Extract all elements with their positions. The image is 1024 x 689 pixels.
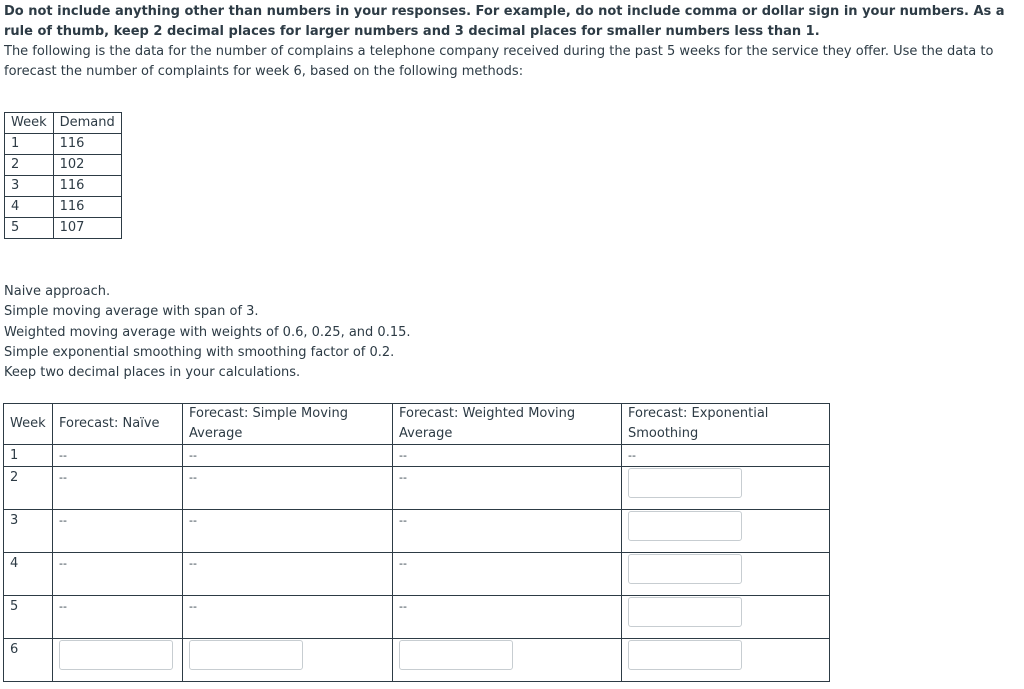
demand-week-cell: 3 [5, 176, 54, 197]
empty-dash: -- [399, 600, 407, 613]
table-row [5, 218, 122, 239]
demand-value-cell: 107 [53, 218, 121, 239]
instructions-intro: The following is the data for the number of complains a telephone company received during the past 5 weeks for the service they offer. Use the data to forecast the number of complaints for week 6, based on the following methods: [4, 44, 994, 79]
instructions-bold: Do not include anything other than numbers in your responses. For example, do not include comma or dollar sign in your numbers. As a rule of thumb, keep 2 decimal places for larger numbers and 3 decimal places for smaller numbers less than 1. [4, 4, 1005, 39]
table-row [4, 596, 830, 639]
demand-week-cell: 1 [5, 134, 54, 155]
demand-value-cell: 116 [53, 197, 121, 218]
table-row [5, 197, 122, 218]
empty-dash: -- [189, 600, 197, 613]
forecast-week-cell: 6 [10, 642, 19, 657]
table-row [4, 639, 830, 682]
forecast-header-sma: Forecast: Simple Moving Average [183, 404, 393, 445]
methods-list [4, 282, 411, 383]
wma-cell [393, 445, 622, 467]
empty-dash: -- [628, 449, 636, 462]
naive-cell [53, 445, 183, 467]
table-row [5, 176, 122, 197]
empty-dash: -- [399, 557, 407, 570]
week4-es-input[interactable] [628, 554, 742, 584]
forecast-week-cell: 4 [10, 556, 19, 571]
demand-week-cell: 2 [5, 155, 54, 176]
forecast-header-naive: Forecast: Naïve [53, 404, 183, 445]
forecast-week-cell: 3 [10, 513, 19, 528]
forecast-week-cell: 2 [10, 470, 19, 485]
forecast-header-wma: Forecast: Weighted Moving Average [393, 404, 622, 445]
week2-es-input[interactable] [628, 468, 742, 498]
demand-table-header [5, 113, 122, 134]
forecast-table-header [4, 404, 830, 445]
forecast-week-cell: 5 [10, 599, 19, 614]
week6-sma-input[interactable] [189, 640, 303, 670]
empty-dash: -- [59, 471, 67, 484]
method-es: Simple exponential smoothing with smoothing factor of 0.2. [4, 344, 395, 360]
demand-week-cell: 4 [5, 197, 54, 218]
table-row [5, 155, 122, 176]
method-sma: Simple moving average with span of 3. [4, 304, 259, 320]
forecast-week-cell: 1 [4, 445, 53, 467]
week3-es-input[interactable] [628, 511, 742, 541]
empty-dash: -- [189, 514, 197, 527]
week5-es-input[interactable] [628, 597, 742, 627]
week6-wma-input[interactable] [399, 640, 513, 670]
empty-dash: -- [189, 449, 197, 462]
empty-dash: -- [59, 449, 67, 462]
demand-value-cell: 116 [53, 176, 121, 197]
table-row [4, 445, 830, 467]
empty-dash: -- [59, 514, 67, 527]
sma-cell [183, 445, 393, 467]
demand-header-week: Week [5, 113, 54, 134]
demand-value-cell: 102 [53, 155, 121, 176]
table-row [4, 467, 830, 510]
table-row [4, 510, 830, 553]
week6-es-input[interactable] [628, 640, 742, 670]
demand-week-cell: 5 [5, 218, 54, 239]
empty-dash: -- [59, 557, 67, 570]
empty-dash: -- [399, 471, 407, 484]
method-decimals-note: Keep two decimal places in your calculations. [4, 365, 301, 381]
week6-naive-input[interactable] [59, 640, 173, 670]
empty-dash: -- [189, 557, 197, 570]
table-row [4, 553, 830, 596]
forecast-header-week: Week [4, 404, 53, 445]
empty-dash: -- [399, 449, 407, 462]
forecast-header-es: Forecast: Exponential Smoothing [622, 404, 830, 445]
empty-dash: -- [59, 600, 67, 613]
empty-dash: -- [399, 514, 407, 527]
method-wma: Weighted moving average with weights of 0.6, 0.25, and 0.15. [4, 324, 411, 340]
demand-header-demand: Demand [53, 113, 121, 134]
forecast-table [3, 403, 830, 682]
es-cell [622, 445, 830, 467]
demand-value-cell: 116 [53, 134, 121, 155]
empty-dash: -- [189, 471, 197, 484]
method-naive: Naive approach. [4, 284, 111, 299]
table-row [5, 134, 122, 155]
demand-table [4, 112, 122, 239]
